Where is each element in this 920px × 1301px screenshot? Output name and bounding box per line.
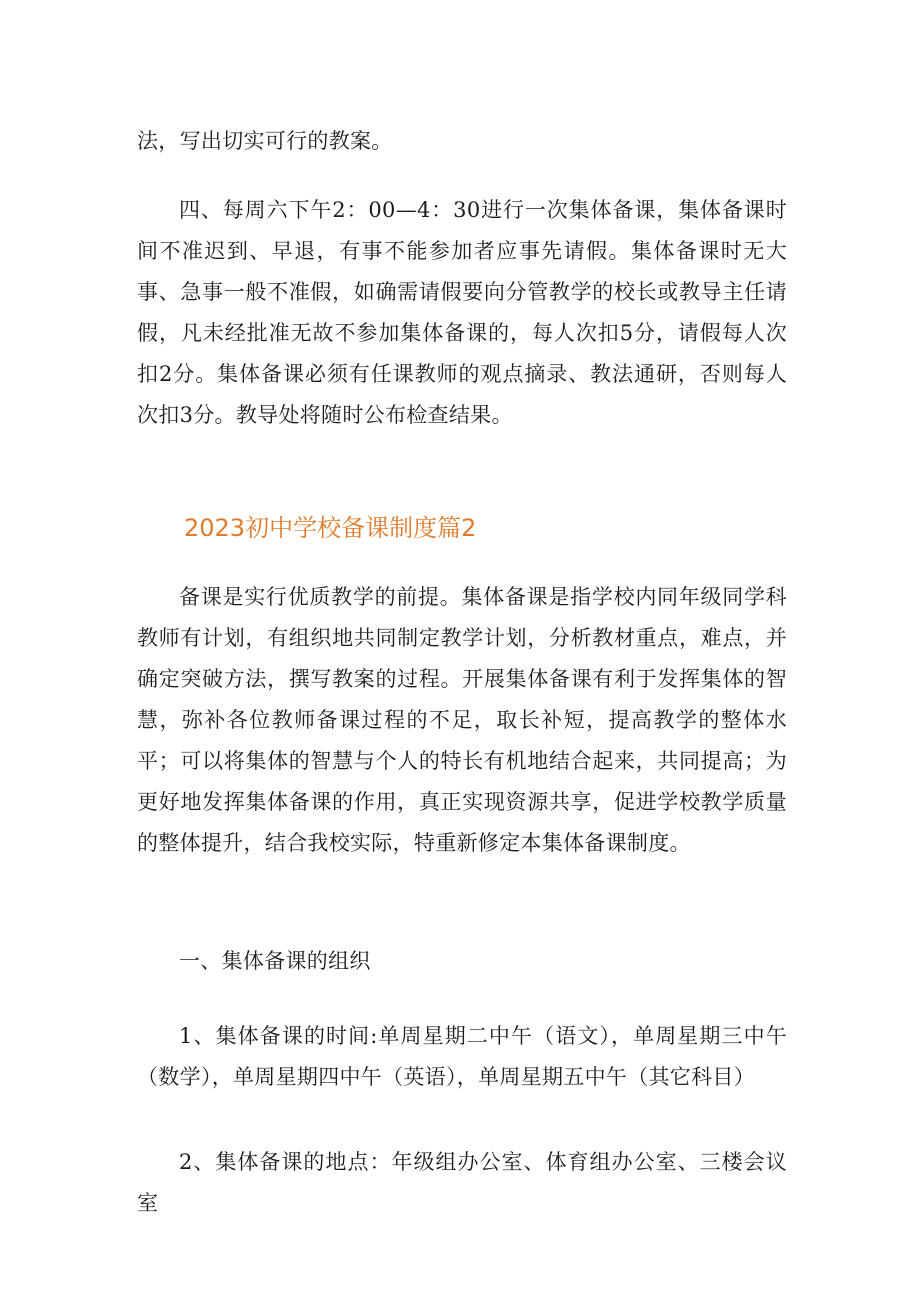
paragraph-section-one-title: 一、集体备课的组织 [179,949,371,973]
paragraph-continuation: 法，写出切实可行的教案。 [137,129,393,153]
paragraph-rule-four: 四、每周六下午2：00—4：30进行一次集体备课，集体备课时间不准迟到、早退，有事不能参加者应事先请假。集体备课时无大事、急事一般不准假，如确需请假要向分管教学的校长或教导主任请假，凡未经批准无故不参加集体备课的，每人次扣5分，请假每人次扣2分。集体备课必须有任课教师的观点摘录、教法通研，否则每人次扣3分。教导处将随时公布检查结果。 [137,198,787,427]
paragraph-item-two: 2、集体备课的地点：年级组办公室、体育组办公室、三楼会议室 [137,1150,787,1215]
paragraph-item-one: 1、集体备课的时间:单周星期二中午（语文），单周星期三中午（数学），单周星期四中午（英语），单周星期五中午（其它科目） [137,1024,787,1089]
paragraph-intro: 备课是实行优质教学的前提。集体备课是指学校内同年级同学科教师有计划，有组织地共同制定教学计划，分析教材重点，难点，并确定突破方法，撰写教案的过程。开展集体备课有利于发挥集体的智慧，弥补各位教师备课过程的不足，取长补短，提高教学的整体水平；可以将集体的智慧与个人的特长有机地结合起来，共同提高；为更好地发挥集体备课的作用，真正实现资源共享，促进学校教学质量的整体提升，结合我校实际，特重新修定本集体备课制度。 [137,585,787,855]
section-heading: 2023初中学校备课制度篇2 [184,514,477,542]
